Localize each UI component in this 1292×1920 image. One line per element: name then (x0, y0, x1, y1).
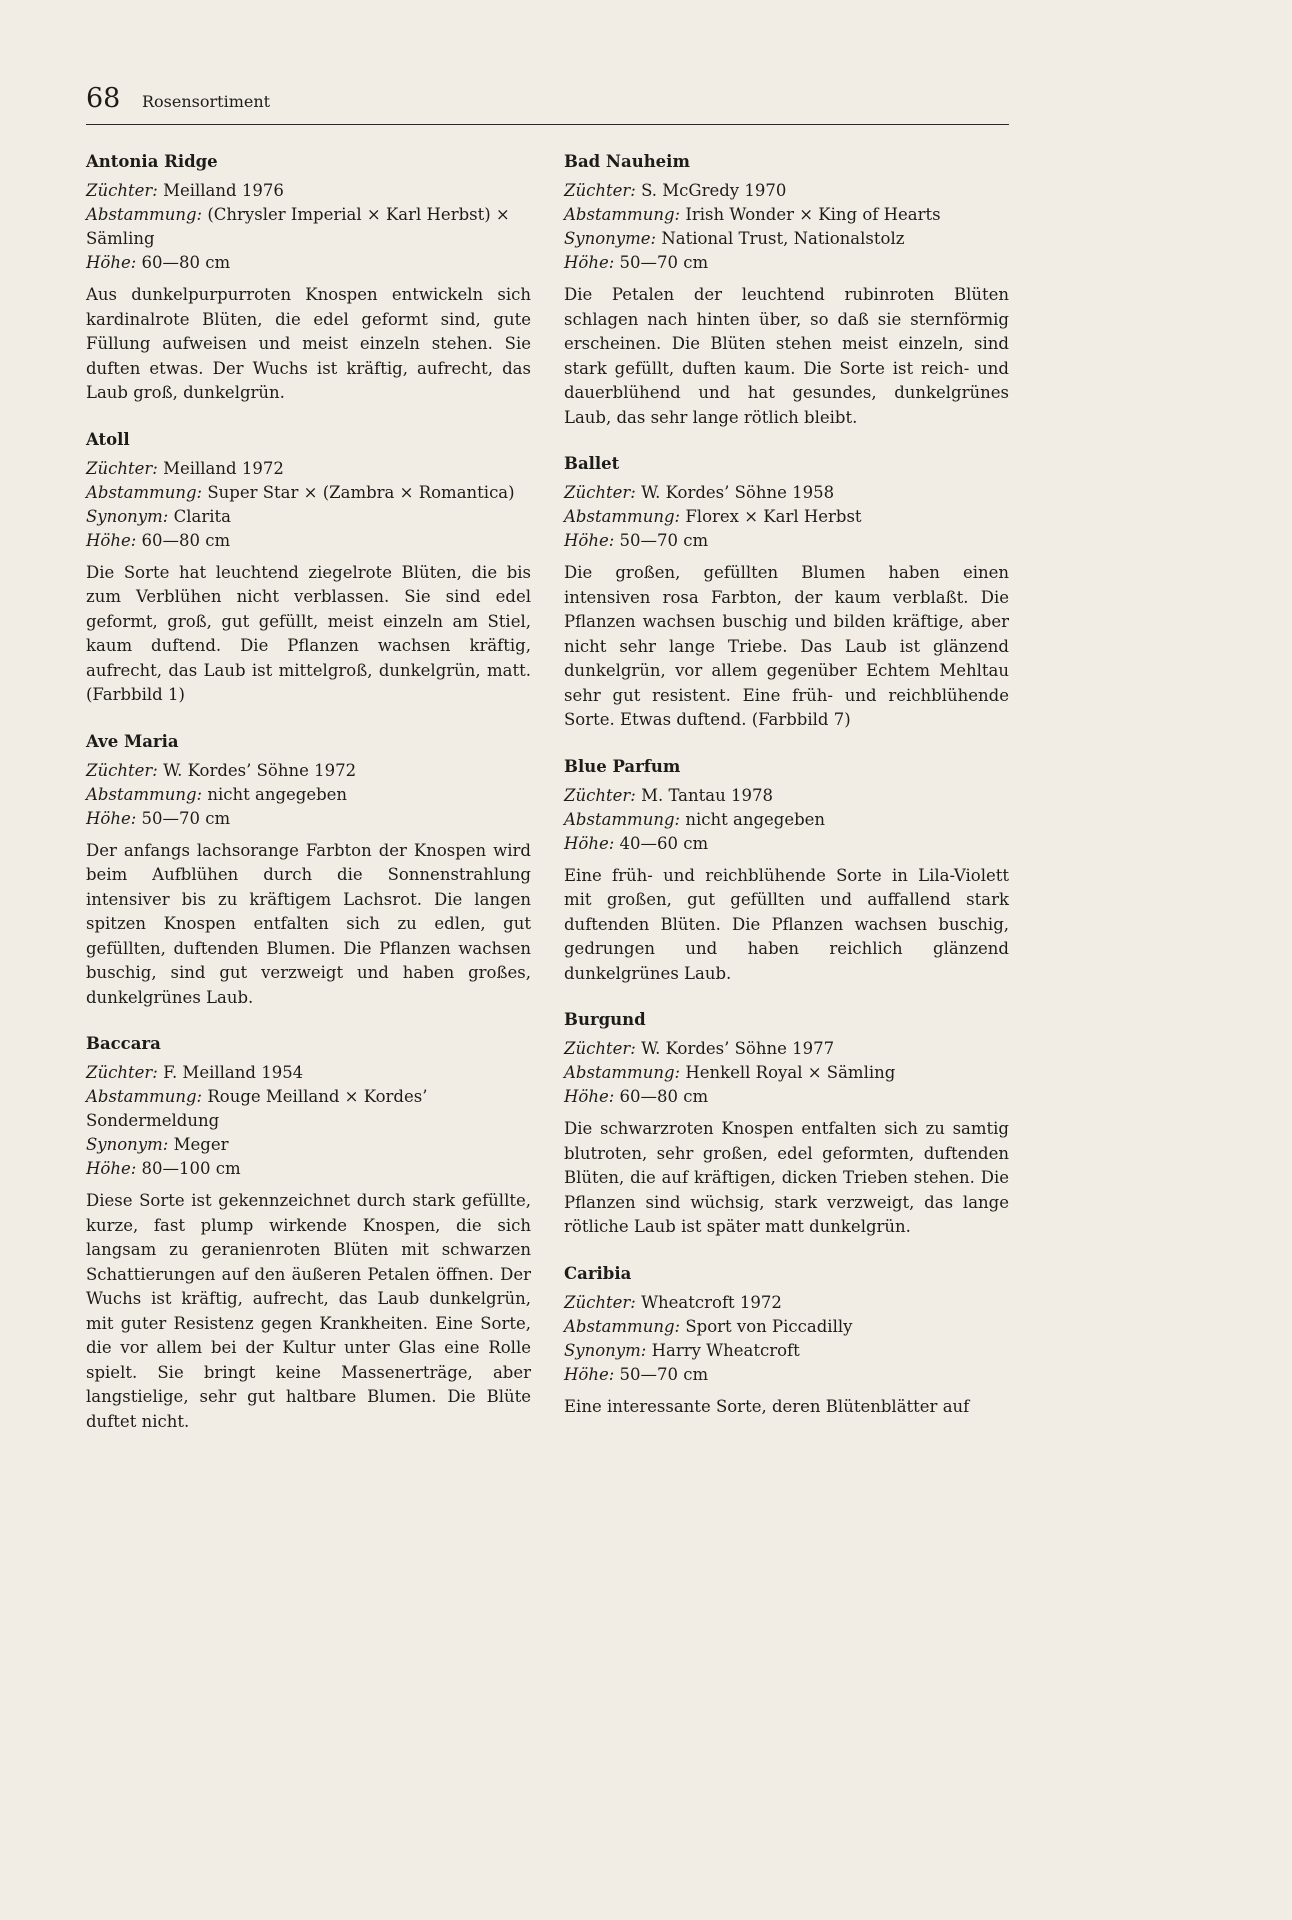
field-abstammung (86, 203, 531, 251)
field-label: Züchter: (86, 458, 158, 478)
field-abstammung (564, 808, 1009, 832)
field-value: M. Tantau 1978 (641, 785, 773, 805)
field-zuechter (86, 457, 531, 481)
field-label: Höhe: (86, 1159, 137, 1178)
rose-entry-baccara (86, 1032, 531, 1434)
rose-entry-blue-parfum (564, 755, 1009, 987)
field-value: W. Kordes’ Söhne 1972 (163, 760, 357, 780)
field-zuechter (564, 179, 1009, 203)
field-value: F. Meilland 1954 (163, 1063, 304, 1082)
field-value: W. Kordes’ Söhne 1958 (641, 483, 835, 502)
field-abstammung (564, 505, 1009, 529)
field-label: Höhe: (86, 808, 137, 828)
entry-name: Caribia (564, 1263, 632, 1283)
rose-entry-atoll (86, 428, 531, 708)
field-value: Florex × Karl Herbst (685, 507, 862, 526)
field-label: Züchter: (86, 181, 158, 200)
field-hoehe (564, 529, 1009, 553)
field-value: Irish Wonder × King of Hearts (685, 205, 941, 224)
entry-name: Atoll (86, 429, 130, 449)
entry-description: Die Petalen der leuchtend rubinroten Blüten schlagen nach hinten über, so daß sie sternförmig erscheinen. Die Blüten stehen meist einzeln, sind stark gefüllt, duften kaum. Die Sorte ist reich- und dauerblühend und hat gesundes, dunkelgrünes Laub, das sehr lange rötlich bleibt. (564, 285, 1009, 427)
field-abstammung (86, 481, 531, 505)
field-hoehe (564, 1363, 1009, 1387)
field-hoehe (564, 832, 1009, 856)
field-zuechter (564, 481, 1009, 505)
field-value: 50—70 cm (619, 1364, 709, 1384)
field-label: Züchter: (564, 181, 636, 200)
field-label: Synonyme: (564, 229, 657, 248)
field-abstammung (564, 203, 1009, 227)
field-value: 60—80 cm (619, 1087, 709, 1106)
field-abstammung (564, 1061, 1009, 1085)
field-label: Züchter: (564, 785, 636, 805)
field-value: 80—100 cm (141, 1159, 241, 1178)
field-label: Abstammung: (564, 809, 681, 829)
field-value: 40—60 cm (619, 833, 709, 853)
entry-name: Antonia Ridge (86, 152, 218, 171)
field-synonyme (564, 227, 1009, 251)
entry-description: Die Sorte hat leuchtend ziegelrote Blüten, die bis zum Verblühen nicht verblassen. Sie sind edel geformt, groß, gut gefüllt, meist einzeln am Stiel, kaum duftend. Die Pflanzen wachsen kräftig, aufrecht, das Laub ist mittelgroß, dunkelgrün, matt. (Farbbild 1) (86, 562, 531, 704)
field-value: nicht angegeben (207, 784, 348, 804)
field-value: 50—70 cm (619, 253, 709, 272)
entry-name: Burgund (564, 1010, 646, 1029)
field-value: Harry Wheatcroft (651, 1340, 800, 1360)
field-zuechter (86, 179, 531, 203)
field-hoehe (86, 1157, 531, 1181)
field-abstammung (564, 1315, 1009, 1339)
field-value: Clarita (173, 506, 231, 526)
entry-description: Eine früh- und reichblühende Sorte in Lila-Violett mit großen, gut gefüllten und auffallend stark duftenden Blüten. Die Pflanzen wachsen buschig, gedrungen und haben reichlich glänzend dunkelgrünes Laub. (564, 865, 1009, 983)
left-column (86, 150, 531, 1456)
rose-entry-bad-nauheim (564, 150, 1009, 430)
field-label: Abstammung: (564, 1316, 681, 1336)
field-value: National Trust, Nationalstolz (661, 229, 905, 248)
field-value: Wheatcroft 1972 (641, 1292, 782, 1312)
field-label: Abstammung: (86, 1087, 203, 1106)
field-label: Züchter: (564, 1292, 636, 1312)
field-hoehe (86, 807, 531, 831)
entry-description: Diese Sorte ist gekennzeichnet durch stark gefüllte, kurze, fast plump wirkende Knospen, die sich langsam zu geranienroten Blüten mit schwarzen Schattierungen auf den äußeren Petalen öffnen. Der Wuchs ist kräftig, aufrecht, das Laub dunkelgrün, mit guter Resistenz gegen Krankheiten. Eine Sorte, die vor allem bei der Kultur unter Glas eine Rolle spielt. Sie bringt keine Massenerträge, aber langstielige, sehr gut haltbare Blumen. Die Blüte duftet nicht. (86, 1191, 531, 1431)
field-label: Höhe: (564, 1087, 615, 1106)
field-synonym (86, 1133, 531, 1157)
field-value: Meger (173, 1135, 229, 1154)
field-value: W. Kordes’ Söhne 1977 (641, 1039, 835, 1058)
field-label: Höhe: (86, 253, 137, 272)
field-abstammung (86, 783, 531, 807)
field-value: 60—80 cm (141, 253, 231, 272)
field-value: nicht angegeben (685, 809, 826, 829)
rose-entry-ave-maria (86, 730, 531, 1011)
field-zuechter (564, 1291, 1009, 1315)
rose-entry-burgund (564, 1008, 1009, 1240)
field-label: Höhe: (564, 1364, 615, 1384)
field-value: S. McGredy 1970 (641, 181, 787, 200)
running-title: Rosensortiment (142, 92, 271, 111)
entry-name: Ballet (564, 454, 620, 473)
field-value: Sport von Piccadilly (685, 1316, 853, 1336)
field-label: Abstammung: (86, 482, 203, 502)
field-label: Höhe: (86, 530, 137, 550)
field-value: Super Star × (Zambra × Romantica) (207, 482, 515, 502)
entry-name: Blue Parfum (564, 756, 681, 776)
entry-name: Ave Maria (86, 731, 179, 751)
rose-entry-caribia (564, 1262, 1009, 1420)
field-label: Abstammung: (86, 205, 203, 224)
page-header (86, 82, 1009, 127)
field-label: Abstammung: (564, 507, 681, 526)
field-value: 50—70 cm (141, 808, 231, 828)
field-zuechter (86, 759, 531, 783)
field-label: Synonym: (86, 1135, 169, 1154)
field-hoehe (86, 251, 531, 275)
field-zuechter (564, 784, 1009, 808)
field-zuechter (86, 1061, 531, 1085)
field-value: (Chrysler Imperial × Karl Herbst) × Sämling (86, 205, 510, 248)
field-label: Synonym: (564, 1340, 647, 1360)
rose-entry-ballet (564, 452, 1009, 733)
right-column (564, 150, 1009, 1441)
field-label: Synonym: (86, 506, 169, 526)
field-label: Höhe: (564, 531, 615, 550)
entry-description: Die schwarzroten Knospen entfalten sich zu samtig blutroten, sehr großen, edel geformten, duftenden Blüten, die auf kräftigen, dicken Trieben stehen. Die Pflanzen sind wüchsig, stark verzweigt, das lange rötliche Laub ist später matt dunkelgrün. (564, 1119, 1009, 1236)
field-abstammung (86, 1085, 531, 1133)
entry-name: Bad Nauheim (564, 152, 690, 171)
entry-description: Eine interessante Sorte, deren Blütenblätter auf (564, 1396, 970, 1416)
field-zuechter (564, 1037, 1009, 1061)
field-label: Züchter: (564, 483, 636, 502)
field-hoehe (564, 1085, 1009, 1109)
field-value: Rouge Meilland × Kordes’ Sondermeldung (86, 1087, 428, 1130)
field-value: Henkell Royal × Sämling (685, 1063, 896, 1082)
field-label: Höhe: (564, 253, 615, 272)
field-label: Züchter: (86, 760, 158, 780)
field-value: Meilland 1976 (163, 181, 284, 200)
field-value: 60—80 cm (141, 530, 231, 550)
header-rule (86, 124, 1009, 125)
entry-description: Aus dunkelpurpurroten Knospen entwickeln sich kardinalrote Blüten, die edel geformt sind, gute Füllung aufweisen und meist einzeln stehen. Sie duften etwas. Der Wuchs ist kräftig, aufrecht, das Laub groß, dunkelgrün. (86, 285, 531, 402)
entry-name: Baccara (86, 1034, 161, 1053)
field-label: Höhe: (564, 833, 615, 853)
field-label: Abstammung: (564, 205, 681, 224)
rose-entry-antonia-ridge (86, 150, 531, 406)
field-synonym (564, 1339, 1009, 1363)
field-label: Abstammung: (86, 784, 203, 804)
field-value: Meilland 1972 (163, 458, 284, 478)
field-value: 50—70 cm (619, 531, 709, 550)
field-hoehe (86, 529, 531, 553)
field-synonym (86, 505, 531, 529)
entry-description: Der anfangs lachsorange Farbton der Knospen wird beim Aufblühen durch die Sonnenstrahlung intensiver bis zu kräftigem Lachsrot. Die langen spitzen Knospen entfalten sich zu edlen, gut gefüllten, duftenden Blumen. Die Pflanzen wachsen buschig, sind gut verzweigt und haben großes, dunkelgrünes Laub. (86, 840, 531, 1007)
field-label: Abstammung: (564, 1063, 681, 1082)
page-number: 68 (86, 83, 121, 114)
field-label: Züchter: (564, 1039, 636, 1058)
entry-description: Die großen, gefüllten Blumen haben einen intensiven rosa Farbton, der kaum verblaßt. Die Pflanzen wachsen buschig und bilden kräftige, aber nicht sehr lange Triebe. Das Laub ist glänzend dunkelgrün, vor allem gegenüber Echtem Mehltau sehr gut resistent. Eine früh- und reichblühende Sorte. Etwas duftend. (Farbbild 7) (564, 563, 1009, 729)
field-hoehe (564, 251, 1009, 275)
field-label: Züchter: (86, 1063, 158, 1082)
